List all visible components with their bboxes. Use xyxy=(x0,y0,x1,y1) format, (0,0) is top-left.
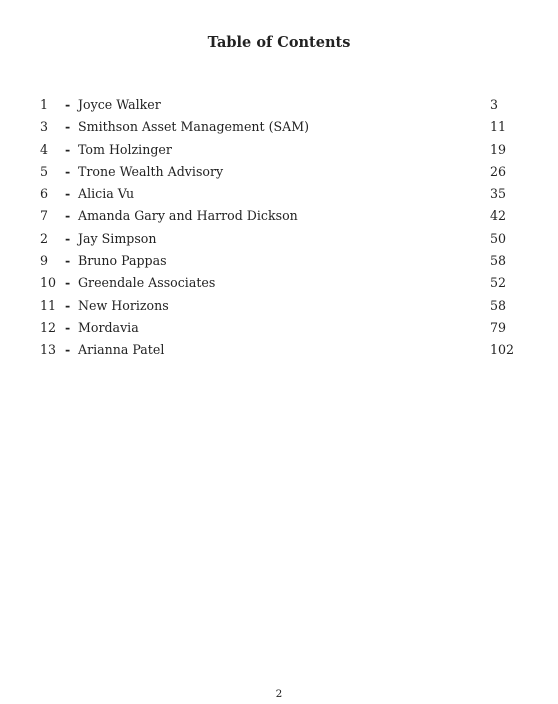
toc-entry-number: 4 xyxy=(40,141,49,157)
toc-entry-name: Alicia Vu xyxy=(78,186,135,202)
toc-entry-name: Trone Wealth Advisory xyxy=(78,163,224,179)
toc-entry-name: Mordavia xyxy=(78,319,139,335)
toc-entry-page: 58 xyxy=(490,297,507,313)
toc-entry xyxy=(0,183,558,205)
toc-entry xyxy=(0,161,558,183)
toc-entry-page: 26 xyxy=(490,163,507,179)
toc-entry xyxy=(0,228,558,250)
toc-entry-page: 58 xyxy=(490,253,507,269)
toc-entry-name: Joyce Walker xyxy=(78,97,161,112)
toc-entry-name: Tom Holzinger xyxy=(78,141,172,157)
toc-entry-page: 50 xyxy=(490,230,507,246)
toc-entry-dash: - xyxy=(65,163,71,179)
toc-entry-page: 3 xyxy=(490,97,499,112)
toc-entry xyxy=(0,339,558,361)
toc-entry-number: 6 xyxy=(40,186,49,202)
toc-entry-dash: - xyxy=(65,230,71,246)
toc-entry-page: 79 xyxy=(490,319,507,335)
toc-entry-dash: - xyxy=(65,186,71,202)
toc-entry-number: 9 xyxy=(40,253,49,269)
toc-entry-number: 10 xyxy=(40,275,57,291)
page-number: 2 xyxy=(275,688,283,700)
toc-entry-page: 35 xyxy=(490,186,507,202)
toc-entry-number: 13 xyxy=(40,342,57,358)
toc-entry-dash: - xyxy=(65,297,71,313)
toc-entry-number: 1 xyxy=(40,97,49,112)
toc-entry-name: Bruno Pappas xyxy=(78,253,167,269)
toc-entry-name: Smithson Asset Management (SAM) xyxy=(78,119,310,135)
toc-entry-dash: - xyxy=(65,141,71,157)
toc-entry xyxy=(0,94,558,116)
toc-entry-name: Greendale Associates xyxy=(78,275,216,291)
toc-entry-dash: - xyxy=(65,275,71,291)
toc-entry xyxy=(0,116,558,138)
toc-entry-page: 11 xyxy=(490,119,507,135)
toc-entry-dash: - xyxy=(65,319,71,335)
toc-entry-number: 5 xyxy=(40,163,49,179)
toc-entry xyxy=(0,317,558,339)
toc-entry-number: 2 xyxy=(40,230,49,246)
toc-entry-number: 3 xyxy=(40,119,49,135)
toc-entry-page: 42 xyxy=(490,208,507,224)
toc-entry-name: Jay Simpson xyxy=(78,230,157,246)
toc-entry-number: 7 xyxy=(40,208,49,224)
toc-entry-number: 11 xyxy=(40,297,57,313)
toc-entry xyxy=(0,139,558,161)
toc-entry-name: New Horizons xyxy=(78,297,169,313)
toc-entry-dash: - xyxy=(65,342,71,358)
toc-entry-dash: - xyxy=(65,119,71,135)
toc-entry-number: 12 xyxy=(40,319,57,335)
toc-entry-page: 52 xyxy=(490,275,507,291)
toc-entry-name: Amanda Gary and Harrod Dickson xyxy=(78,208,298,224)
toc-entry xyxy=(0,295,558,317)
page-title: Table of Contents xyxy=(207,34,351,51)
toc-list xyxy=(0,94,558,362)
toc-entry xyxy=(0,205,558,227)
toc-entry-dash: - xyxy=(65,97,71,112)
toc-entry-dash: - xyxy=(65,253,71,269)
toc-entry-name: Arianna Patel xyxy=(78,342,165,358)
toc-entry-page: 19 xyxy=(490,141,507,157)
toc-entry xyxy=(0,272,558,294)
toc-entry xyxy=(0,250,558,272)
toc-entry-dash: - xyxy=(65,208,71,224)
toc-entry-page: 102 xyxy=(490,342,515,358)
